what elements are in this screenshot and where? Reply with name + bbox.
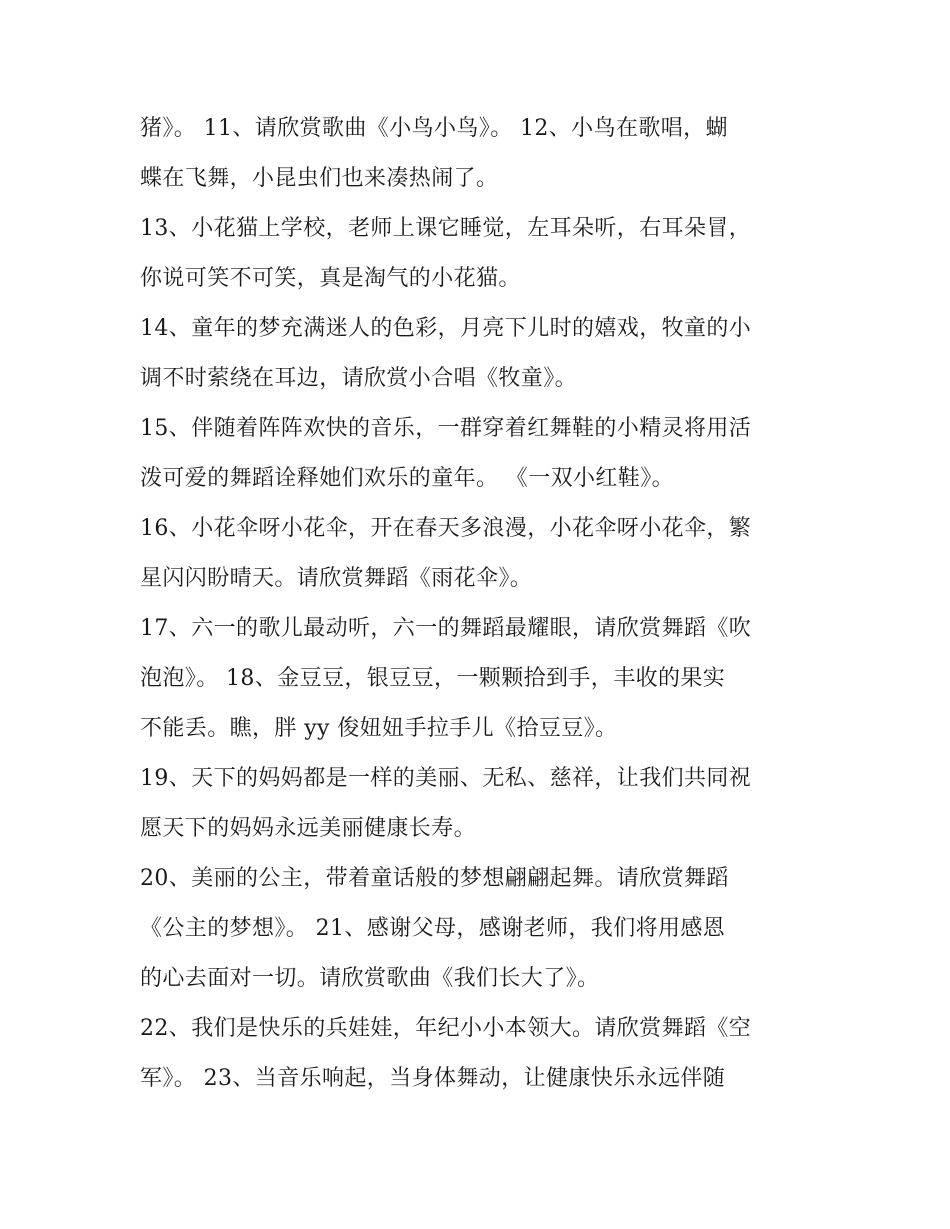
text-line: 泡泡》。 18、金豆豆，银豆豆，一颗颗拾到手，丰收的果实 <box>140 666 726 691</box>
text-line: 19、天下的妈妈都是一样的美丽、无私、慈祥，让我们共同祝 <box>140 766 752 791</box>
text-line: 14、童年的梦充满迷人的色彩，月亮下儿时的嬉戏，牧童的小 <box>140 316 752 341</box>
text-line: 猪》。 11、请欣赏歌曲《小鸟小鸟》。 12、小鸟在歌唱，蝴 <box>140 116 728 141</box>
document-body <box>140 104 820 1104</box>
text-line: 泼可爱的舞蹈诠释她们欢乐的童年。 《一双小红鞋》。 <box>140 466 674 491</box>
text-line: 20、美丽的公主，带着童话般的梦想翩翩起舞。请欣赏舞蹈 <box>140 866 729 891</box>
text-line: 13、小花猫上学校，老师上课它睡觉，左耳朵听，右耳朵冒， <box>140 216 752 241</box>
text-line: 不能丢。瞧，胖 yy 俊妞妞手拉手儿《拾豆豆》。 <box>140 716 618 741</box>
text-line: 你说可笑不可笑，真是淘气的小花猫。 <box>140 266 521 291</box>
text-line: 蝶在飞舞，小昆虫们也来凑热闹了。 <box>140 166 499 191</box>
text-line: 15、伴随着阵阵欢快的音乐，一群穿着红舞鞋的小精灵将用活 <box>140 416 752 441</box>
text-line: 17、六一的歌儿最动听，六一的舞蹈最耀眼，请欣赏舞蹈《吹 <box>140 616 752 641</box>
text-line: 军》。 23、当音乐响起，当身体舞动，让健康快乐永远伴随 <box>140 1066 726 1091</box>
text-line: 星闪闪盼晴天。请欣赏舞蹈《雨花伞》。 <box>140 566 533 591</box>
text-line: 《公主的梦想》。 21、感谢父母，感谢老师，我们将用感恩 <box>140 916 726 941</box>
text-line: 16、小花伞呀小花伞，开在春天多浪漫，小花伞呀小花伞，繁 <box>140 516 752 541</box>
text-line: 的心去面对一切。请欣赏歌曲《我们长大了》。 <box>140 966 600 991</box>
text-line: 22、我们是快乐的兵娃娃，年纪小小本领大。请欣赏舞蹈《空 <box>140 1016 752 1041</box>
text-line: 调不时萦绕在耳边，请欣赏小合唱《牧童》。 <box>140 366 578 391</box>
text-line: 愿天下的妈妈永远美丽健康长寿。 <box>140 816 477 841</box>
